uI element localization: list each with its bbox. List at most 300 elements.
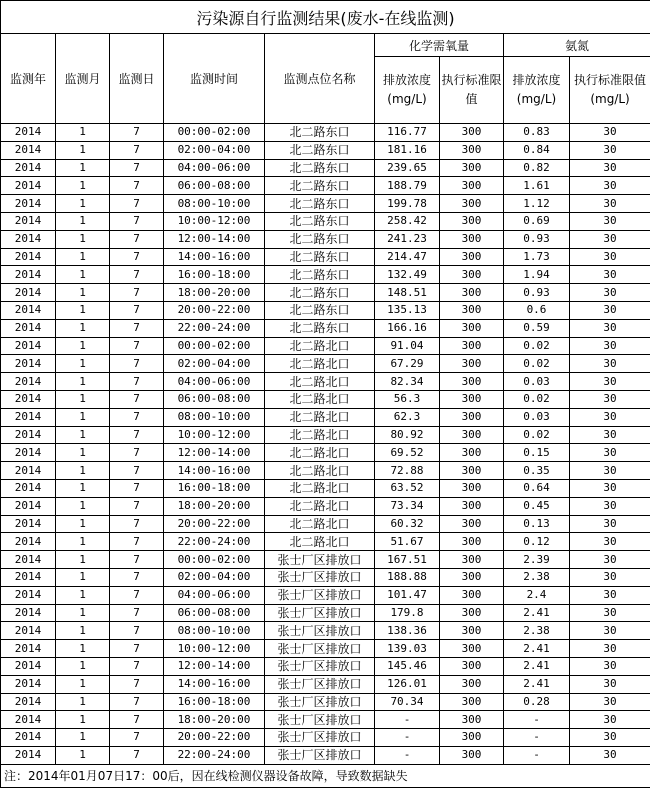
cell-cod-limit: 300 (440, 195, 504, 213)
cell-ammonia-limit: 30 (570, 497, 650, 515)
cell-site: 张士厂区排放口 (265, 711, 375, 729)
cell-cod-limit: 300 (440, 497, 504, 515)
cell-ammonia-limit: 30 (570, 479, 650, 497)
cell-site: 北二路北口 (265, 426, 375, 444)
cell-site: 北二路东口 (265, 284, 375, 302)
cell-day: 7 (110, 230, 164, 248)
cell-month: 1 (56, 337, 110, 355)
table-row (1, 515, 650, 533)
cell-ammonia-concentration: 0.13 (504, 515, 570, 533)
cell-site: 北二路东口 (265, 266, 375, 284)
cell-month: 1 (56, 444, 110, 462)
cell-year: 2014 (1, 693, 56, 711)
cell-cod-limit: 300 (440, 604, 504, 622)
cell-month: 1 (56, 568, 110, 586)
table-row (1, 444, 650, 462)
cell-cod-concentration: 51.67 (375, 533, 440, 551)
cell-month: 1 (56, 586, 110, 604)
cell-cod-limit: 300 (440, 729, 504, 747)
cell-time: 08:00-10:00 (164, 195, 265, 213)
cell-site: 北二路北口 (265, 515, 375, 533)
cell-day: 7 (110, 248, 164, 266)
cell-year: 2014 (1, 444, 56, 462)
cell-cod-concentration: 188.88 (375, 568, 440, 586)
cell-cod-concentration: - (375, 729, 440, 747)
cell-month: 1 (56, 640, 110, 658)
cell-ammonia-concentration: - (504, 711, 570, 729)
cell-cod-concentration: 214.47 (375, 248, 440, 266)
cell-cod-concentration: 69.52 (375, 444, 440, 462)
cell-ammonia-limit: 30 (570, 604, 650, 622)
cell-ammonia-concentration: 2.38 (504, 568, 570, 586)
cell-year: 2014 (1, 248, 56, 266)
cell-cod-limit: 300 (440, 444, 504, 462)
cell-day: 7 (110, 533, 164, 551)
cell-year: 2014 (1, 284, 56, 302)
cell-month: 1 (56, 604, 110, 622)
cell-time: 12:00-14:00 (164, 657, 265, 675)
cell-day: 7 (110, 746, 164, 764)
cell-day: 7 (110, 444, 164, 462)
cell-day: 7 (110, 124, 164, 142)
cell-cod-limit: 300 (440, 266, 504, 284)
cell-cod-concentration: 56.3 (375, 390, 440, 408)
cell-year: 2014 (1, 622, 56, 640)
cell-day: 7 (110, 355, 164, 373)
footnote: 注：2014年01月07日17：00后，因在线检测仪器设备故障，导致数据缺失 (1, 764, 650, 787)
cell-ammonia-concentration: 2.41 (504, 657, 570, 675)
cell-ammonia-concentration: 1.12 (504, 195, 570, 213)
cell-year: 2014 (1, 533, 56, 551)
cell-cod-limit: 300 (440, 230, 504, 248)
cell-time: 18:00-20:00 (164, 711, 265, 729)
cell-cod-concentration: 67.29 (375, 355, 440, 373)
cell-year: 2014 (1, 373, 56, 391)
cell-site: 北二路北口 (265, 533, 375, 551)
cell-cod-concentration: 188.79 (375, 177, 440, 195)
cell-ammonia-concentration: 0.84 (504, 141, 570, 159)
cell-ammonia-concentration: 0.02 (504, 337, 570, 355)
cell-cod-concentration: 101.47 (375, 586, 440, 604)
cell-cod-concentration: - (375, 711, 440, 729)
cell-ammonia-limit: 30 (570, 284, 650, 302)
cell-site: 北二路东口 (265, 301, 375, 319)
cell-year: 2014 (1, 711, 56, 729)
table-row (1, 497, 650, 515)
cell-cod-limit: 300 (440, 408, 504, 426)
cell-cod-limit: 300 (440, 212, 504, 230)
cell-month: 1 (56, 497, 110, 515)
table-row (1, 604, 650, 622)
cell-time: 22:00-24:00 (164, 533, 265, 551)
cell-year: 2014 (1, 746, 56, 764)
cell-cod-limit: 300 (440, 693, 504, 711)
cell-month: 1 (56, 675, 110, 693)
table-row (1, 711, 650, 729)
cell-year: 2014 (1, 551, 56, 569)
cell-site: 北二路东口 (265, 124, 375, 142)
cell-site: 北二路东口 (265, 212, 375, 230)
cell-cod-limit: 300 (440, 657, 504, 675)
cell-day: 7 (110, 426, 164, 444)
cell-ammonia-limit: 30 (570, 586, 650, 604)
table-body (1, 124, 650, 765)
cell-cod-limit: 300 (440, 141, 504, 159)
header-time: 监测时间 (164, 34, 265, 124)
cell-month: 1 (56, 711, 110, 729)
cell-month: 1 (56, 195, 110, 213)
cell-time: 06:00-08:00 (164, 177, 265, 195)
cell-time: 00:00-02:00 (164, 551, 265, 569)
cell-cod-concentration: 138.36 (375, 622, 440, 640)
cell-ammonia-concentration: - (504, 729, 570, 747)
cell-site: 张士厂区排放口 (265, 604, 375, 622)
cell-day: 7 (110, 729, 164, 747)
cell-ammonia-concentration: 2.39 (504, 551, 570, 569)
cell-site: 北二路东口 (265, 230, 375, 248)
cell-ammonia-limit: 30 (570, 337, 650, 355)
table-row (1, 177, 650, 195)
cell-cod-limit: 300 (440, 622, 504, 640)
cell-year: 2014 (1, 497, 56, 515)
cell-cod-concentration: 179.8 (375, 604, 440, 622)
cell-ammonia-limit: 30 (570, 301, 650, 319)
cell-month: 1 (56, 212, 110, 230)
cell-time: 06:00-08:00 (164, 390, 265, 408)
cell-year: 2014 (1, 568, 56, 586)
cell-ammonia-concentration: 0.28 (504, 693, 570, 711)
cell-site: 北二路北口 (265, 408, 375, 426)
cell-site: 北二路东口 (265, 248, 375, 266)
cell-year: 2014 (1, 604, 56, 622)
table-row (1, 390, 650, 408)
cell-cod-concentration: 62.3 (375, 408, 440, 426)
cell-year: 2014 (1, 177, 56, 195)
cell-ammonia-concentration: 2.41 (504, 640, 570, 658)
cell-day: 7 (110, 515, 164, 533)
cell-day: 7 (110, 159, 164, 177)
header-day: 监测日 (110, 34, 164, 124)
cell-cod-limit: 300 (440, 426, 504, 444)
cell-month: 1 (56, 729, 110, 747)
table-row (1, 675, 650, 693)
table-row (1, 212, 650, 230)
cell-ammonia-limit: 30 (570, 266, 650, 284)
cell-ammonia-limit: 30 (570, 212, 650, 230)
table-row (1, 408, 650, 426)
cell-ammonia-concentration: 0.35 (504, 462, 570, 480)
cell-cod-concentration: 135.13 (375, 301, 440, 319)
cell-year: 2014 (1, 159, 56, 177)
cell-cod-concentration: 70.34 (375, 693, 440, 711)
cell-year: 2014 (1, 729, 56, 747)
cell-cod-concentration: 166.16 (375, 319, 440, 337)
cell-ammonia-concentration: 1.73 (504, 248, 570, 266)
table-row (1, 230, 650, 248)
cell-time: 08:00-10:00 (164, 408, 265, 426)
cell-time: 16:00-18:00 (164, 479, 265, 497)
cell-site: 张士厂区排放口 (265, 657, 375, 675)
cell-year: 2014 (1, 426, 56, 444)
cell-cod-limit: 300 (440, 533, 504, 551)
cell-month: 1 (56, 693, 110, 711)
cell-ammonia-concentration: 2.4 (504, 586, 570, 604)
cell-cod-concentration: 116.77 (375, 124, 440, 142)
cell-year: 2014 (1, 141, 56, 159)
cell-site: 张士厂区排放口 (265, 675, 375, 693)
cell-ammonia-limit: 30 (570, 195, 650, 213)
table-row (1, 266, 650, 284)
cell-ammonia-limit: 30 (570, 551, 650, 569)
cell-site: 张士厂区排放口 (265, 568, 375, 586)
cell-cod-concentration: 132.49 (375, 266, 440, 284)
header-cod-limit: 执行标准限值 (440, 57, 504, 124)
table-row (1, 159, 650, 177)
cell-ammonia-concentration: 0.64 (504, 479, 570, 497)
cell-cod-concentration: 241.23 (375, 230, 440, 248)
cell-cod-limit: 300 (440, 551, 504, 569)
cell-site: 北二路北口 (265, 444, 375, 462)
cell-day: 7 (110, 568, 164, 586)
cell-day: 7 (110, 284, 164, 302)
cell-cod-limit: 300 (440, 248, 504, 266)
cell-ammonia-concentration: 0.69 (504, 212, 570, 230)
cell-month: 1 (56, 248, 110, 266)
cell-month: 1 (56, 479, 110, 497)
cell-site: 张士厂区排放口 (265, 551, 375, 569)
cell-site: 北二路北口 (265, 390, 375, 408)
cell-cod-concentration: - (375, 746, 440, 764)
cell-cod-limit: 300 (440, 319, 504, 337)
cell-cod-limit: 300 (440, 640, 504, 658)
cell-month: 1 (56, 266, 110, 284)
cell-ammonia-concentration: 0.03 (504, 373, 570, 391)
cell-site: 北二路北口 (265, 355, 375, 373)
cell-cod-concentration: 258.42 (375, 212, 440, 230)
cell-time: 20:00-22:00 (164, 729, 265, 747)
table-row (1, 355, 650, 373)
cell-day: 7 (110, 657, 164, 675)
cell-time: 16:00-18:00 (164, 266, 265, 284)
cell-month: 1 (56, 622, 110, 640)
cell-cod-limit: 300 (440, 390, 504, 408)
cell-month: 1 (56, 426, 110, 444)
cell-day: 7 (110, 319, 164, 337)
cell-time: 02:00-04:00 (164, 141, 265, 159)
cell-month: 1 (56, 319, 110, 337)
cell-month: 1 (56, 355, 110, 373)
cell-cod-concentration: 199.78 (375, 195, 440, 213)
cell-site: 北二路北口 (265, 373, 375, 391)
cell-year: 2014 (1, 515, 56, 533)
cell-cod-limit: 300 (440, 159, 504, 177)
cell-cod-limit: 300 (440, 586, 504, 604)
table-row (1, 284, 650, 302)
header-month: 监测月 (56, 34, 110, 124)
cell-ammonia-limit: 30 (570, 426, 650, 444)
cell-cod-limit: 300 (440, 301, 504, 319)
cell-cod-concentration: 91.04 (375, 337, 440, 355)
cell-cod-limit: 300 (440, 746, 504, 764)
table-row (1, 640, 650, 658)
cell-cod-concentration: 145.46 (375, 657, 440, 675)
cell-ammonia-limit: 30 (570, 248, 650, 266)
cell-year: 2014 (1, 230, 56, 248)
cell-day: 7 (110, 337, 164, 355)
cell-cod-limit: 300 (440, 124, 504, 142)
table-row (1, 746, 650, 764)
cell-time: 10:00-12:00 (164, 426, 265, 444)
cell-ammonia-limit: 30 (570, 355, 650, 373)
cell-day: 7 (110, 301, 164, 319)
cell-ammonia-limit: 30 (570, 640, 650, 658)
cell-cod-concentration: 73.34 (375, 497, 440, 515)
table-row (1, 586, 650, 604)
cell-time: 08:00-10:00 (164, 622, 265, 640)
cell-ammonia-concentration: - (504, 746, 570, 764)
cell-time: 10:00-12:00 (164, 212, 265, 230)
cell-year: 2014 (1, 479, 56, 497)
cell-cod-concentration: 239.65 (375, 159, 440, 177)
cell-ammonia-limit: 30 (570, 711, 650, 729)
cell-day: 7 (110, 640, 164, 658)
cell-month: 1 (56, 177, 110, 195)
cell-day: 7 (110, 693, 164, 711)
cell-ammonia-concentration: 0.02 (504, 390, 570, 408)
cell-site: 北二路北口 (265, 462, 375, 480)
cell-site: 张士厂区排放口 (265, 693, 375, 711)
cell-day: 7 (110, 266, 164, 284)
table-row (1, 568, 650, 586)
cell-ammonia-concentration: 0.15 (504, 444, 570, 462)
table-row (1, 622, 650, 640)
cell-ammonia-concentration: 1.94 (504, 266, 570, 284)
cell-ammonia-limit: 30 (570, 568, 650, 586)
cell-cod-concentration: 63.52 (375, 479, 440, 497)
cell-site: 北二路北口 (265, 479, 375, 497)
cell-year: 2014 (1, 124, 56, 142)
cell-ammonia-limit: 30 (570, 408, 650, 426)
cell-month: 1 (56, 515, 110, 533)
header-ammonia-concentration: 排放浓度(mg/L) (504, 57, 570, 124)
cell-cod-limit: 300 (440, 355, 504, 373)
cell-site: 张士厂区排放口 (265, 729, 375, 747)
cell-cod-concentration: 181.16 (375, 141, 440, 159)
cell-time: 16:00-18:00 (164, 693, 265, 711)
cell-month: 1 (56, 230, 110, 248)
cell-month: 1 (56, 301, 110, 319)
cell-month: 1 (56, 159, 110, 177)
cell-ammonia-concentration: 0.93 (504, 284, 570, 302)
cell-day: 7 (110, 373, 164, 391)
cell-cod-limit: 300 (440, 675, 504, 693)
cell-cod-concentration: 126.01 (375, 675, 440, 693)
cell-day: 7 (110, 551, 164, 569)
header-cod-group: 化学需氧量 (375, 34, 504, 57)
cell-year: 2014 (1, 319, 56, 337)
cell-time: 18:00-20:00 (164, 284, 265, 302)
cell-site: 北二路东口 (265, 159, 375, 177)
cell-cod-limit: 300 (440, 337, 504, 355)
cell-day: 7 (110, 622, 164, 640)
cell-year: 2014 (1, 640, 56, 658)
cell-day: 7 (110, 195, 164, 213)
cell-site: 张士厂区排放口 (265, 746, 375, 764)
cell-ammonia-concentration: 0.83 (504, 124, 570, 142)
cell-time: 06:00-08:00 (164, 604, 265, 622)
table-row (1, 729, 650, 747)
cell-ammonia-limit: 30 (570, 319, 650, 337)
cell-day: 7 (110, 711, 164, 729)
cell-cod-concentration: 60.32 (375, 515, 440, 533)
table-row (1, 693, 650, 711)
cell-site: 北二路北口 (265, 497, 375, 515)
cell-cod-concentration: 82.34 (375, 373, 440, 391)
table-row (1, 124, 650, 142)
cell-cod-limit: 300 (440, 568, 504, 586)
cell-month: 1 (56, 141, 110, 159)
cell-cod-limit: 300 (440, 515, 504, 533)
cell-site: 张士厂区排放口 (265, 586, 375, 604)
cell-site: 北二路东口 (265, 195, 375, 213)
cell-cod-concentration: 72.88 (375, 462, 440, 480)
cell-ammonia-concentration: 2.38 (504, 622, 570, 640)
cell-ammonia-limit: 30 (570, 373, 650, 391)
cell-year: 2014 (1, 337, 56, 355)
cell-ammonia-concentration: 0.02 (504, 355, 570, 373)
header-year: 监测年 (1, 34, 56, 124)
cell-time: 22:00-24:00 (164, 319, 265, 337)
cell-time: 02:00-04:00 (164, 568, 265, 586)
cell-time: 20:00-22:00 (164, 301, 265, 319)
cell-site: 北二路东口 (265, 177, 375, 195)
cell-ammonia-concentration: 0.12 (504, 533, 570, 551)
cell-time: 14:00-16:00 (164, 462, 265, 480)
cell-month: 1 (56, 533, 110, 551)
cell-year: 2014 (1, 266, 56, 284)
cell-day: 7 (110, 586, 164, 604)
cell-site: 张士厂区排放口 (265, 640, 375, 658)
cell-time: 12:00-14:00 (164, 230, 265, 248)
table-row (1, 301, 650, 319)
cell-day: 7 (110, 141, 164, 159)
cell-site: 北二路东口 (265, 141, 375, 159)
cell-day: 7 (110, 479, 164, 497)
cell-cod-limit: 300 (440, 462, 504, 480)
cell-ammonia-concentration: 0.59 (504, 319, 570, 337)
cell-year: 2014 (1, 657, 56, 675)
cell-time: 22:00-24:00 (164, 746, 265, 764)
cell-site: 北二路东口 (265, 319, 375, 337)
cell-time: 04:00-06:00 (164, 586, 265, 604)
cell-year: 2014 (1, 586, 56, 604)
table-row (1, 426, 650, 444)
cell-year: 2014 (1, 675, 56, 693)
cell-month: 1 (56, 746, 110, 764)
cell-cod-concentration: 139.03 (375, 640, 440, 658)
cell-month: 1 (56, 551, 110, 569)
cell-year: 2014 (1, 390, 56, 408)
cell-time: 02:00-04:00 (164, 355, 265, 373)
cell-day: 7 (110, 177, 164, 195)
cell-ammonia-concentration: 0.03 (504, 408, 570, 426)
cell-cod-concentration: 148.51 (375, 284, 440, 302)
cell-ammonia-limit: 30 (570, 693, 650, 711)
cell-month: 1 (56, 373, 110, 391)
cell-ammonia-limit: 30 (570, 622, 650, 640)
cell-day: 7 (110, 604, 164, 622)
cell-year: 2014 (1, 462, 56, 480)
